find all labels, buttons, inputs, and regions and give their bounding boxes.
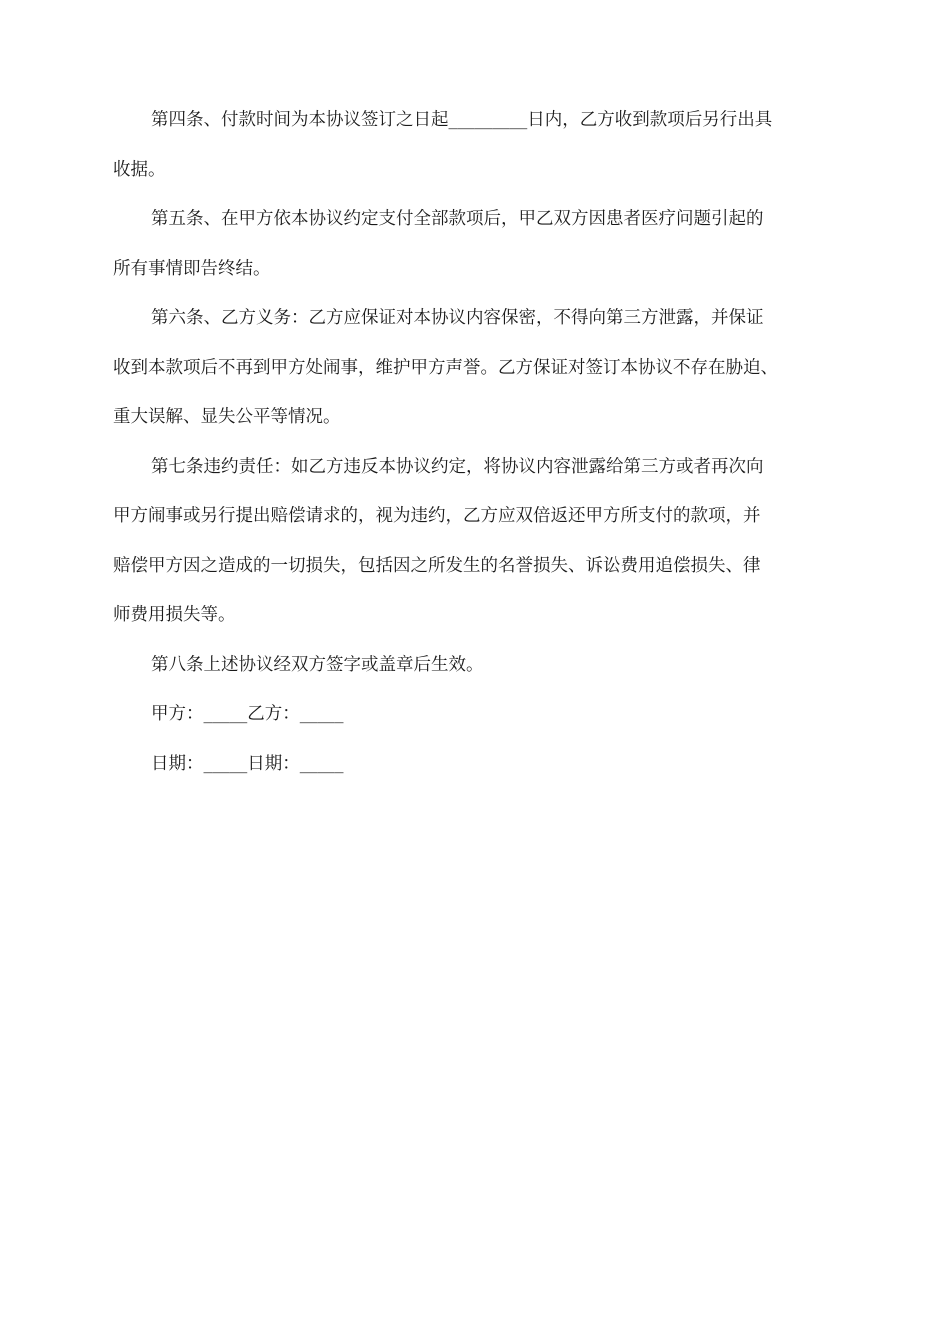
article-6-line-2: 收到本款项后不再到甲方处闹事，维护甲方声誉。乙方保证对签订本协议不存在胁迫、	[113, 357, 778, 378]
article-5-line-1: 第五条、在甲方依本协议约定支付全部款项后，甲乙双方因患者医疗问题引起的	[151, 209, 764, 229]
article-7-line-1: 第七条违约责任：如乙方违反本协议约定，将协议内容泄露给第三方或者再次向	[151, 456, 764, 477]
article-7-line-3: 赔偿甲方因之造成的一切损失，包括因之所发生的名誉损失、诉讼费用追偿损失、律	[113, 555, 761, 576]
signature-parties-line: 甲方：_____乙方：_____	[151, 704, 344, 724]
document-body	[113, 96, 838, 789]
article-5-paragraph	[113, 195, 838, 294]
article-6-paragraph	[113, 294, 838, 443]
article-7-paragraph	[113, 443, 838, 641]
article-6-line-1: 第六条、乙方义务：乙方应保证对本协议内容保密，不得向第三方泄露，并保证	[151, 308, 764, 328]
article-8-paragraph: 第八条上述协议经双方签字或盖章后生效。	[151, 654, 484, 675]
article-7-line-4: 师费用损失等。	[113, 605, 236, 625]
signature-dates-line: 日期：_____日期：_____	[151, 753, 344, 774]
article-4-paragraph	[113, 96, 838, 195]
article-4-line-1: 第四条、付款时间为本协议签订之日起_________日内，乙方收到款项后另行出具	[151, 110, 773, 130]
article-6-line-3: 重大误解、显失公平等情况。	[113, 407, 341, 427]
article-5-line-2: 所有事情即告终结。	[113, 258, 271, 279]
article-4-line-2: 收据。	[113, 159, 166, 180]
article-7-line-2: 甲方闹事或另行提出赔偿请求的，视为违约，乙方应双倍返还甲方所支付的款项，并	[113, 506, 761, 526]
